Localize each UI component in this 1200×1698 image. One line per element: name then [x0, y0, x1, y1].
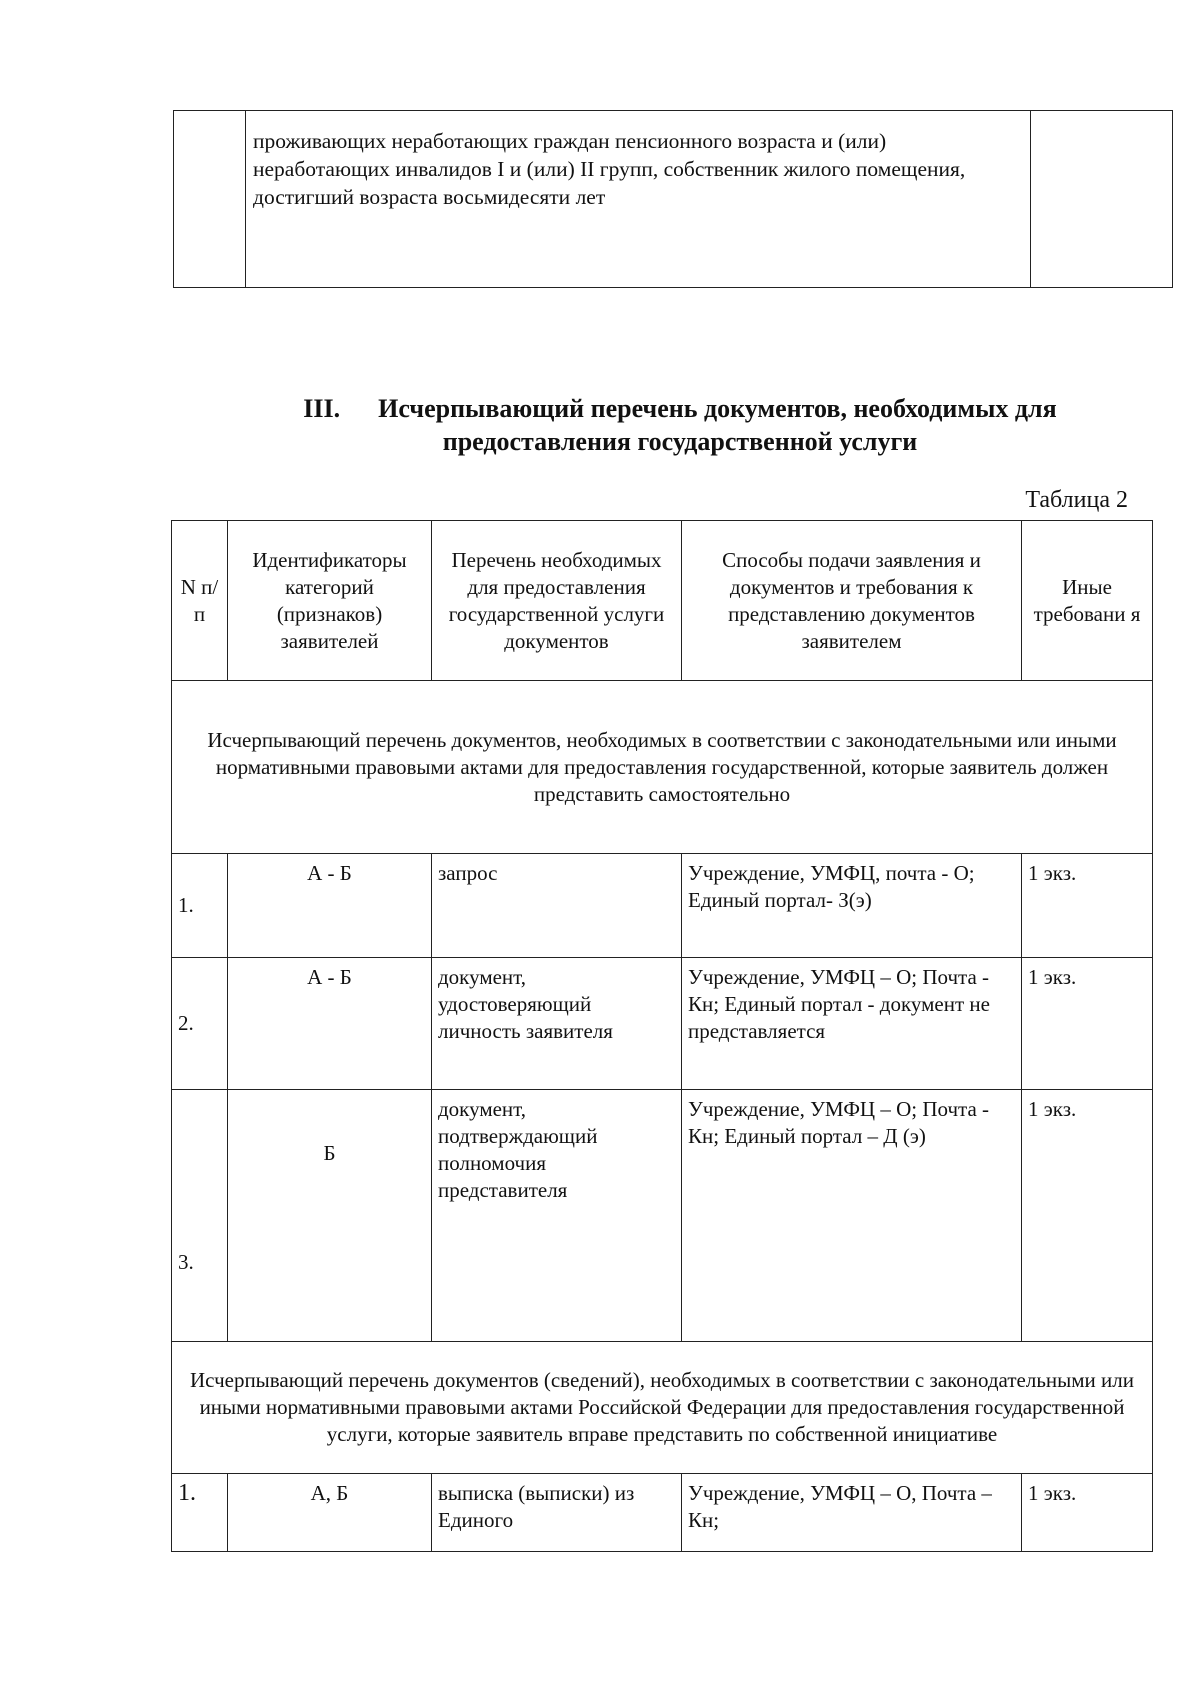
- row-method: Учреждение, УМФЦ – О; Почта - Кн; Единый портал - документ не представляется: [682, 958, 1022, 1090]
- table-row: [172, 1090, 1153, 1342]
- row-other: 1 экз.: [1022, 958, 1153, 1090]
- table-row: [172, 854, 1153, 958]
- row-document: выписка (выписки) из Единого: [432, 1474, 682, 1552]
- fragment-number-cell: [174, 111, 246, 287]
- row-document: документ, удостоверяющий личность заявителя: [432, 958, 682, 1090]
- group-title-row: [172, 1342, 1153, 1474]
- row-document: документ, подтверждающий полномочия представителя: [432, 1090, 682, 1342]
- row-other: 1 экз.: [1022, 1090, 1153, 1342]
- header-documents: Перечень необходимых для предоставления государственной услуги документов: [432, 521, 682, 681]
- header-submission-methods: Способы подачи заявления и документов и требования к представлению документов заявителем: [682, 521, 1022, 681]
- previous-table-fragment: [173, 110, 1173, 288]
- group-title-row: [172, 681, 1153, 854]
- header-number: N п/п: [172, 521, 228, 681]
- group2-title: Исчерпывающий перечень документов (сведений), необходимых в соответствии с законодательными или иными нормативными правовыми актами Российской Федерации для предоставления государственной услуги, которые заявитель вправе представить по собственной инициативе: [172, 1342, 1153, 1474]
- section-heading: [180, 392, 1180, 458]
- row-other: 1 экз.: [1022, 1474, 1153, 1552]
- row-number: 3.: [172, 1090, 228, 1342]
- row-method: Учреждение, УМФЦ – О; Почта - Кн; Единый портал – Д (э): [682, 1090, 1022, 1342]
- section-title-line1: Исчерпывающий перечень документов, необходимых для: [378, 394, 1057, 423]
- row-number: 1.: [172, 854, 228, 958]
- group1-title: Исчерпывающий перечень документов, необходимых в соответствии с законодательными или иными нормативными правовыми актами для предоставления государственной, которые заявитель должен представить самостоятельно: [172, 681, 1153, 854]
- row-category: А - Б: [228, 958, 432, 1090]
- row-other: 1 экз.: [1022, 854, 1153, 958]
- row-method: Учреждение, УМФЦ, почта - О; Единый портал- З(э): [682, 854, 1022, 958]
- row-method: Учреждение, УМФЦ – О, Почта – Кн;: [682, 1474, 1022, 1552]
- row-category: А, Б: [228, 1474, 432, 1552]
- header-other-requirements: Иные требовани я: [1022, 521, 1153, 681]
- header-category: Идентификаторы категорий (признаков) заявителей: [228, 521, 432, 681]
- section-title-line2: предоставления государственной услуги: [442, 427, 918, 456]
- table-row: [172, 958, 1153, 1090]
- table-row: [172, 1474, 1153, 1552]
- row-number: 1.: [172, 1474, 228, 1552]
- table-header-row: [172, 521, 1153, 681]
- table-caption: Таблица 2: [1025, 487, 1128, 513]
- row-category: Б: [228, 1090, 432, 1342]
- fragment-text-cell: проживающих неработающих граждан пенсионного возраста и (или) неработающих инвалидов I и (или) II групп, собственник жилого помещения, достигший возраста восьмидесяти лет: [245, 111, 1031, 287]
- row-document: запрос: [432, 854, 682, 958]
- section-number: III.: [303, 394, 341, 423]
- documents-table: [171, 520, 1153, 1552]
- row-number: 2.: [172, 958, 228, 1090]
- row-category: А - Б: [228, 854, 432, 958]
